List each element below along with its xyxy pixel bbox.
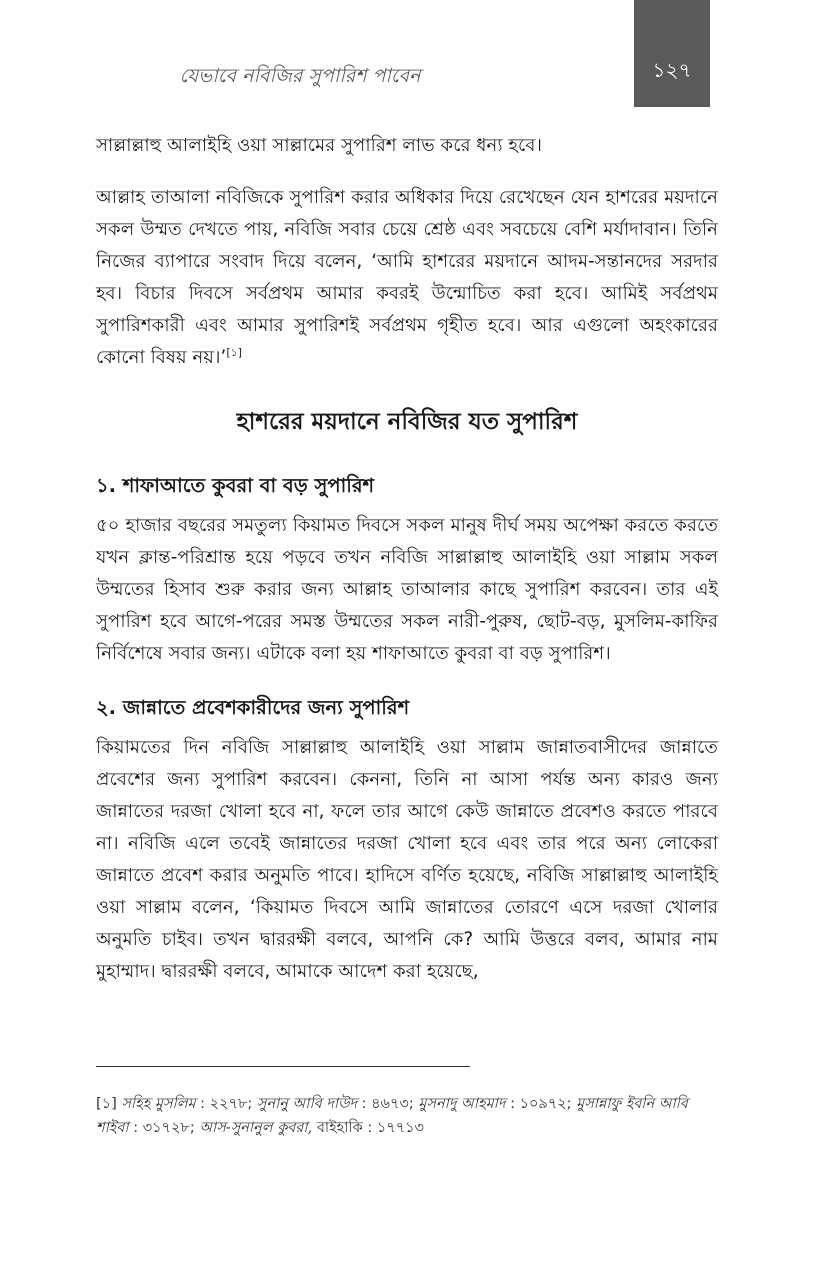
footnote-ref-number: : ১০৯৭২; xyxy=(505,1096,577,1112)
subsection-heading-2: ২. জান্নাতে প্রবেশকারীদের জন্য সুপারিশ xyxy=(96,696,410,719)
footnote-ref[interactable]: [১] xyxy=(226,345,243,359)
subsection-text-1: ৫০ হাজার বছরের সমতুল্য কিয়ামত দিবসে সকল মানুষ দীর্ঘ সময় অপেক্ষা করতে করতে যখন ক্লান্ত-পরিশ্রান্ত হয়ে পড়বে তখন নবিজি সাল্লাল্লাহু আলাইহি ওয়া সাল্লাম সকল উম্মতের হিসাব শুরু করার জন্য আল্লাহ তাআলার কাছে সুপারিশ করবেন। তার এই সুপারিশ হবে আগে-পরের সমস্ত উম্মতের সকল নারী-পুরুষ, ছোট-বড়, মুসলিম-কাফির নির্বিশেষে সবার জন্য। এটাকে বলা হয় শাফাআতে কুবরা বা বড় সুপারিশ। xyxy=(96,515,718,664)
footnote-source: সুনানু আবি দাউদ xyxy=(256,1096,358,1112)
page-number-tab xyxy=(634,0,710,107)
page-number: ১২৭ xyxy=(652,58,692,82)
footnote-marker: [১] xyxy=(96,1096,117,1112)
paragraph-intercession-right xyxy=(96,182,718,374)
paragraph-continuation: সাল্লাল্লাহু আলাইহি ওয়া সাল্লামের সুপারিশ লাভ করে ধন্য হবে। xyxy=(96,135,542,156)
subsection-heading-1: ১. শাফাআতে কুবরা বা বড় সুপারিশ xyxy=(96,474,375,497)
footnote-ref-number: : ২২৭৮; xyxy=(195,1096,257,1112)
footnote-ref-number: : ৩১৭২৮; xyxy=(128,1120,200,1136)
paragraph-text: আল্লাহ তাআলা নবিজিকে সুপারিশ করার অধিকার দিয়ে রেখেছেন যেন হাশরের ময়দানে সকল উম্মত দেখতে পায়, নবিজি সবার চেয়ে শ্রেষ্ঠ এবং সবচেয়ে বেশি মর্যাদাবান। তিনি নিজের ব্যাপারে সংবাদ দিয়ে বলেন, ‘আমি হাশরের ময়দানে আদম-সন্তানদের সরদার হব। বিচার দিবসে সর্বপ্রথম আমার কবরই উন্মোচিত করা হবে। আমিই সর্বপ্রথম সুপারিশকারী এবং আমার সুপারিশই সর্বপ্রথম গৃহীত হবে। আর এগুলো অহংকারের কোনো বিষয় নয়।’ xyxy=(96,187,718,368)
section-heading: হাশরের ময়দানে নবিজির যত সুপারিশ xyxy=(236,409,578,435)
footnote-divider xyxy=(96,1066,470,1067)
subsection-text-2: কিয়ামতের দিন নবিজি সাল্লাল্লাহু আলাইহি ওয়া সাল্লাম জান্নাতবাসীদের জান্নাতে প্রবেশের জন্য সুপারিশ করবেন। কেননা, তিনি না আসা পর্যন্ত অন্য কারও জন্য জান্নাতের দরজা খোলা হবে না, ফলে তার আগে কেউ জান্নাতে প্রবেশও করতে পারবে না। নবিজি এলে তবেই জান্নাতের দরজা খোলা হবে এবং তার পরে অন্য লোকেরা জান্নাতে প্রবেশ করার অনুমতি পাবে। হাদিসে বর্ণিত হয়েছে, নবিজি সাল্লাল্লাহু আলাইহি ওয়া সাল্লাম বলেন, ‘কিয়ামত দিবসে আমি জান্নাতের তোরণে এসে দরজা খোলার অনুমতি চাইব। তখন দ্বাররক্ষী বলবে, আপনি কে? আমি উত্তরে বলব, আমার নাম মুহাম্মাদ। দ্বাররক্ষী বলবে, আমাকে আদেশ করা হয়েছে, xyxy=(96,737,718,982)
footnote-source: সহিহ মুসলিম xyxy=(121,1096,196,1112)
running-title: যেভাবে নবিজির সুপারিশ পাবেন xyxy=(179,65,421,87)
footnote-ref-number: বাইহাকি : ১৭৭১৩ xyxy=(312,1120,424,1136)
footnote-source: আস-সুনানুল কুবরা, xyxy=(199,1120,313,1136)
footnote-source: মুসনাদু আহমাদ xyxy=(418,1096,506,1112)
footnote xyxy=(96,1092,718,1140)
footnote-ref-number: : ৪৬৭৩; xyxy=(357,1096,419,1112)
footnote-source: মুসান্নাফু ইবনি আবি শাইবা xyxy=(96,1096,688,1136)
page-body xyxy=(96,130,718,988)
